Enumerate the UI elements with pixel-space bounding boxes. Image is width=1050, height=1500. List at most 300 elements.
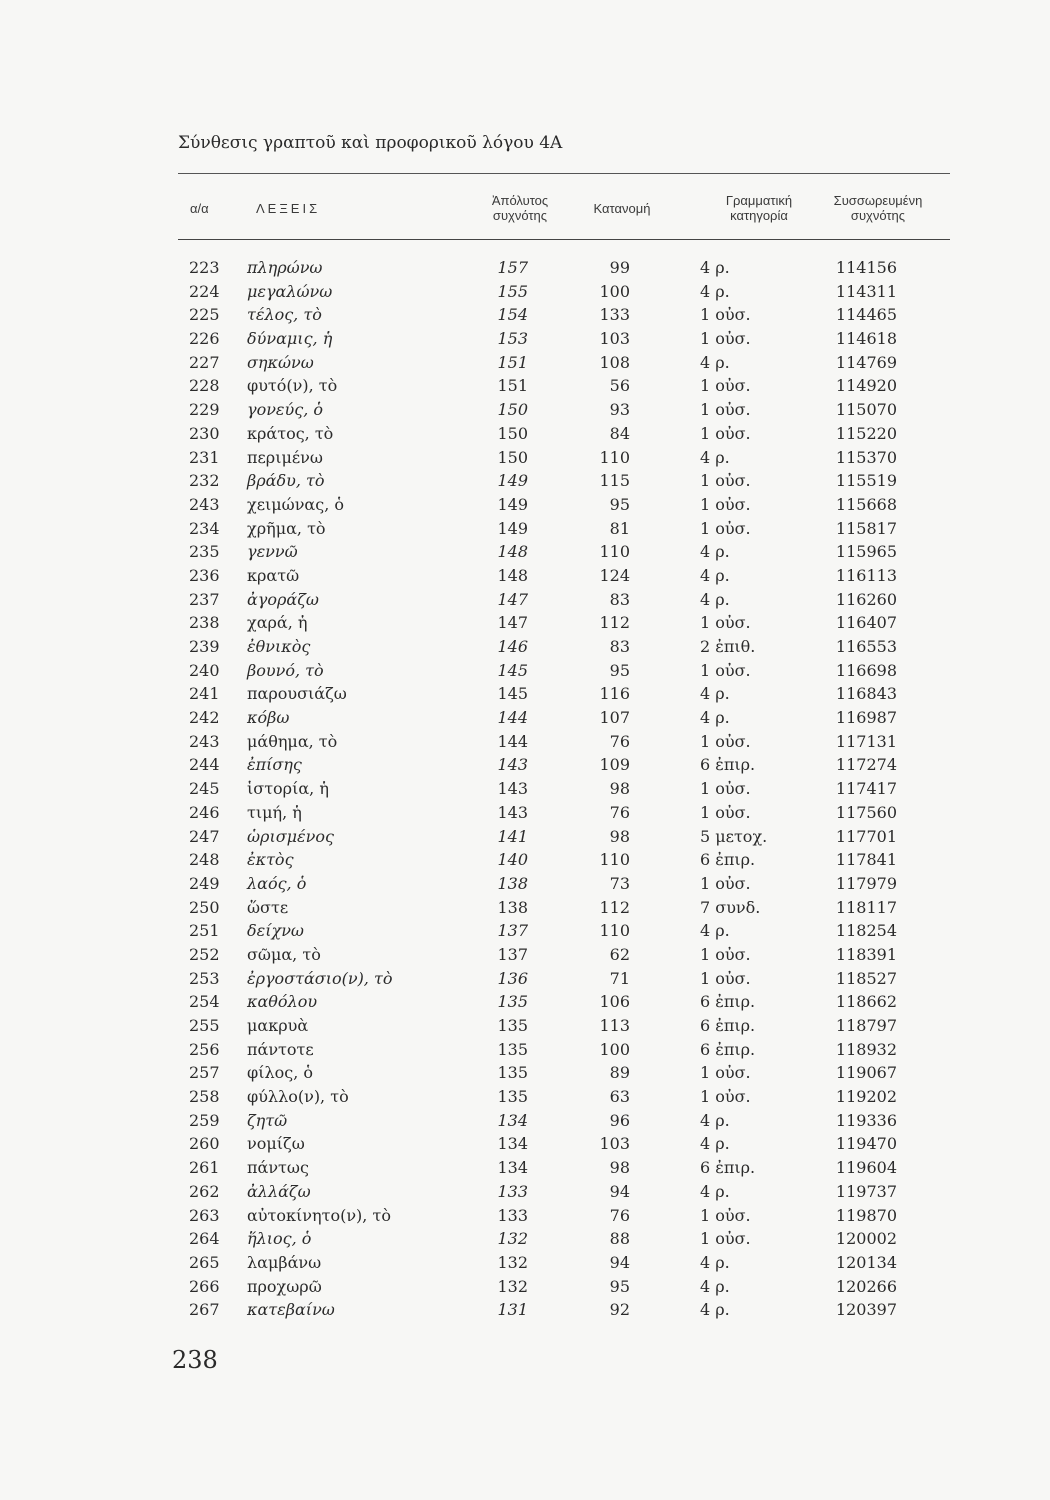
row-word: φύλλο(ν), τὸ [247,1087,349,1107]
table-row [0,1109,1050,1133]
row-absolute-frequency: 136 [497,968,528,988]
row-absolute-frequency: 143 [497,779,528,799]
row-word: ἐργοστάσιο(ν), τὸ [247,968,393,988]
row-category: 6 ἐπιρ. [700,755,756,775]
row-category: 1 οὐσ. [700,518,751,538]
row-word: προχωρῶ [247,1276,322,1296]
row-cumulative: 117701 [835,826,897,846]
row-absolute-frequency: 131 [497,1300,528,1320]
row-rank: 109 [599,755,630,775]
row-rank: 56 [609,376,630,396]
row-cumulative: 114618 [835,329,897,349]
row-word: παρουσιάζω [247,684,347,704]
row-rank: 106 [599,992,630,1012]
row-rank: 83 [609,589,630,609]
row-word: λαμβάνω [247,1252,322,1272]
row-category: 1 οὐσ. [700,731,751,751]
row-number: 235 [189,542,220,562]
row-category: 1 οὐσ. [700,660,751,680]
row-absolute-frequency: 137 [497,944,528,964]
row-category: 1 οὐσ. [700,873,751,893]
row-number: 265 [189,1252,220,1272]
table-body [0,256,1050,1322]
header-rank: Κατανομή [593,200,651,216]
table-row [0,1275,1050,1299]
row-number: 242 [189,708,220,728]
row-rank: 98 [609,779,630,799]
row-number: 238 [189,613,220,633]
row-word: βράδυ, τὸ [247,471,325,491]
row-cumulative: 117979 [835,873,897,893]
row-category: 6 ἐπιρ. [700,1158,756,1178]
row-rank: 94 [609,1252,630,1272]
row-category: 4 ρ. [700,684,730,704]
row-absolute-frequency: 143 [497,755,528,775]
table-row [0,825,1050,849]
row-number: 253 [189,968,220,988]
row-absolute-frequency: 135 [497,1063,528,1083]
row-absolute-frequency: 149 [497,471,528,491]
row-number: 246 [189,802,220,822]
row-rank: 113 [599,1016,630,1035]
row-cumulative: 114156 [835,258,897,277]
table-row [0,872,1050,896]
row-cumulative: 115519 [835,471,897,491]
table-row [0,706,1050,730]
table-row [0,1180,1050,1204]
table-row [0,1085,1050,1109]
row-cumulative: 117417 [835,779,897,799]
row-rank: 115 [599,471,630,491]
row-rank: 81 [609,518,630,538]
row-cumulative: 118117 [835,897,897,917]
row-word: γεννῶ [247,542,298,562]
row-rank: 89 [609,1063,630,1083]
row-word: γονεύς, ὁ [247,400,323,420]
row-rank: 103 [599,329,630,349]
header-aa: α/α [190,200,209,216]
row-category: 1 οὐσ. [700,1063,751,1083]
header-cumulative: Συσσωρευμένη συχνότης [833,193,923,223]
row-category: 4 ρ. [700,1134,730,1154]
row-category: 6 ἐπιρ. [700,850,756,870]
row-word: φυτό(ν), τὸ [247,376,338,396]
row-number: 251 [189,921,220,941]
row-category: 1 οὐσ. [700,1087,751,1107]
row-category: 7 συνδ. [700,897,761,917]
row-number: 250 [189,897,220,917]
row-category: 6 ἐπιρ. [700,1039,756,1059]
row-number: 234 [189,518,220,538]
row-rank: 73 [609,873,630,893]
table-row [0,303,1050,327]
row-cumulative: 115370 [835,447,897,467]
row-absolute-frequency: 134 [497,1158,528,1178]
row-cumulative: 119870 [835,1205,897,1225]
row-absolute-frequency: 149 [497,518,528,538]
table-row [0,777,1050,801]
row-word: φίλος, ὁ [247,1063,314,1083]
row-cumulative: 119067 [835,1063,897,1083]
row-category: 1 οὐσ. [700,613,751,633]
row-category: 1 οὐσ. [700,400,751,420]
table-row [0,801,1050,825]
row-category: 1 οὐσ. [700,1205,751,1225]
row-rank: 76 [609,1205,630,1225]
row-word: πάντως [247,1158,309,1178]
row-rank: 116 [599,684,630,704]
row-number: 227 [189,352,220,372]
row-rank: 95 [609,494,630,514]
row-absolute-frequency: 150 [497,423,528,443]
row-cumulative: 115817 [835,518,897,538]
row-word: περιμένω [247,447,323,467]
row-category: 1 οὐσ. [700,376,751,396]
row-category: 4 ρ. [700,565,730,585]
running-title: Σύνθεσις γραπτοῦ καὶ προφορικοῦ λόγου 4Α [178,133,563,153]
row-absolute-frequency: 145 [497,684,528,704]
table-top-rule [178,173,950,174]
row-absolute-frequency: 153 [497,329,528,349]
row-word: νομίζω [247,1134,305,1154]
row-rank: 62 [609,944,630,964]
row-word: κρατῶ [247,565,300,585]
row-number: 264 [189,1229,220,1249]
row-cumulative: 115220 [835,423,897,443]
row-category: 1 οὐσ. [700,305,751,325]
row-cumulative: 116698 [835,660,897,680]
row-absolute-frequency: 135 [497,1087,528,1107]
row-cumulative: 114465 [835,305,897,325]
row-rank: 76 [609,731,630,751]
row-word: κατεβαίνω [247,1300,335,1320]
row-absolute-frequency: 148 [497,542,528,562]
row-number: 243 [189,731,220,751]
row-absolute-frequency: 154 [497,305,528,325]
row-absolute-frequency: 134 [497,1134,528,1154]
table-row [0,1227,1050,1251]
row-category: 4 ρ. [700,352,730,372]
row-number: 260 [189,1134,220,1154]
row-number: 258 [189,1087,220,1107]
row-rank: 100 [599,281,630,301]
row-word: ὥστε [247,897,289,917]
row-word: μάθημα, τὸ [247,731,338,751]
table-row [0,990,1050,1014]
row-number: 224 [189,281,220,301]
row-rank: 110 [599,447,630,467]
row-number: 267 [189,1300,220,1320]
row-number: 256 [189,1039,220,1059]
table-row [0,446,1050,470]
row-absolute-frequency: 137 [497,921,528,941]
row-absolute-frequency: 133 [497,1181,528,1201]
row-absolute-frequency: 146 [497,637,528,656]
row-word: χρῆμα, τὸ [247,518,326,538]
row-number: 255 [189,1016,220,1035]
table-row [0,919,1050,943]
table-row [0,896,1050,920]
table-row [0,493,1050,517]
row-word: χειμώνας, ὁ [247,494,344,514]
row-absolute-frequency: 150 [497,447,528,467]
table-row [0,1014,1050,1038]
row-cumulative: 115668 [835,494,897,514]
table-row [0,374,1050,398]
row-category: 6 ἐπιρ. [700,992,756,1012]
row-cumulative: 114769 [835,352,897,372]
row-cumulative: 118932 [835,1039,897,1059]
row-word: σῶμα, τὸ [247,944,321,964]
row-absolute-frequency: 151 [497,352,528,372]
row-number: 230 [189,423,220,443]
row-number: 226 [189,329,220,349]
table-row [0,1251,1050,1275]
table-row [0,540,1050,564]
row-number: 249 [189,873,220,893]
row-absolute-frequency: 151 [497,376,528,396]
row-cumulative: 120397 [835,1300,897,1320]
row-cumulative: 119202 [835,1087,897,1107]
row-rank: 110 [599,921,630,941]
row-absolute-frequency: 135 [497,992,528,1012]
row-cumulative: 118662 [835,992,897,1012]
row-absolute-frequency: 132 [497,1276,528,1296]
page-number: 238 [172,1346,218,1374]
table-row [0,967,1050,991]
row-absolute-frequency: 144 [497,731,528,751]
row-number: 223 [189,258,220,277]
table-row [0,588,1050,612]
table-row [0,564,1050,588]
row-word: ἀγοράζω [247,589,319,609]
row-category: 1 οὐσ. [700,471,751,491]
table-row [0,1298,1050,1322]
row-word: τιμή, ἡ [247,802,302,822]
row-category: 4 ρ. [700,281,730,301]
row-rank: 107 [599,708,630,728]
row-absolute-frequency: 140 [497,850,528,870]
row-absolute-frequency: 149 [497,494,528,514]
row-cumulative: 116260 [835,589,897,609]
row-number: 231 [189,447,220,467]
row-category: 4 ρ. [700,1276,730,1296]
row-cumulative: 118391 [835,944,897,964]
row-rank: 76 [609,802,630,822]
row-word: λαός, ὁ [247,873,307,893]
table-row [0,280,1050,304]
row-rank: 84 [609,423,630,443]
row-rank: 95 [609,1276,630,1296]
row-category: 4 ρ. [700,589,730,609]
row-word: κόβω [247,708,290,728]
row-category: 4 ρ. [700,1181,730,1201]
row-category: 1 οὐσ. [700,423,751,443]
row-cumulative: 117274 [835,755,897,775]
row-number: 237 [189,589,220,609]
row-rank: 108 [599,352,630,372]
row-cumulative: 120134 [835,1252,897,1272]
row-number: 228 [189,376,220,396]
row-number: 245 [189,779,220,799]
row-rank: 112 [599,897,630,917]
row-rank: 96 [609,1110,630,1130]
table-row [0,848,1050,872]
row-absolute-frequency: 150 [497,400,528,420]
table-row [0,611,1050,635]
row-category: 4 ρ. [700,1300,730,1320]
table-row [0,943,1050,967]
row-word: πάντοτε [247,1039,314,1059]
row-word: μακρυὰ [247,1016,309,1035]
table-row [0,256,1050,280]
row-number: 229 [189,400,220,420]
row-cumulative: 119336 [835,1110,897,1130]
row-number: 244 [189,755,220,775]
row-rank: 63 [609,1087,630,1107]
row-rank: 98 [609,1158,630,1178]
row-number: 241 [189,684,220,704]
row-word: ἥλιος, ὁ [247,1229,312,1249]
row-cumulative: 117560 [835,802,897,822]
row-word: ἐπίσης [247,755,302,775]
row-cumulative: 119737 [835,1181,897,1201]
row-category: 4 ρ. [700,542,730,562]
row-cumulative: 115965 [835,542,897,562]
table-row [0,730,1050,754]
row-category: 1 οὐσ. [700,968,751,988]
table-row [0,422,1050,446]
row-rank: 93 [609,400,630,420]
row-rank: 88 [609,1229,630,1249]
row-number: 261 [189,1158,220,1178]
row-absolute-frequency: 143 [497,802,528,822]
row-absolute-frequency: 144 [497,708,528,728]
row-word: σηκώνω [247,352,314,372]
row-category: 1 οὐσ. [700,1229,751,1249]
row-word: βουνό, τὸ [247,660,324,680]
row-cumulative: 115070 [835,400,897,420]
row-word: πληρώνω [247,258,323,277]
row-word: ζητῶ [247,1110,288,1130]
row-absolute-frequency: 135 [497,1039,528,1059]
row-cumulative: 116407 [835,613,897,633]
row-cumulative: 117131 [835,731,897,751]
row-word: ὡρισμένος [247,826,334,846]
row-category: 1 οὐσ. [700,802,751,822]
table-row [0,1061,1050,1085]
row-rank: 110 [599,542,630,562]
row-number: 240 [189,660,220,680]
row-category: 4 ρ. [700,447,730,467]
table-row [0,351,1050,375]
row-number: 247 [189,826,220,846]
row-cumulative: 116113 [835,565,897,585]
row-absolute-frequency: 148 [497,565,528,585]
row-category: 1 οὐσ. [700,944,751,964]
row-rank: 95 [609,660,630,680]
table-row [0,517,1050,541]
table-row [0,753,1050,777]
table-row [0,1038,1050,1062]
row-number: 254 [189,992,220,1012]
row-word: καθόλου [247,992,318,1012]
row-word: τέλος, τὸ [247,305,322,325]
table-header-rule [178,239,950,240]
row-category: 1 οὐσ. [700,329,751,349]
row-cumulative: 118527 [835,968,897,988]
row-word: ἐκτὸς [247,850,294,870]
row-rank: 98 [609,826,630,846]
row-number: 239 [189,637,220,656]
table-row [0,469,1050,493]
row-number: 263 [189,1205,220,1225]
row-cumulative: 116843 [835,684,897,704]
row-number: 248 [189,850,220,870]
table-row [0,635,1050,659]
row-absolute-frequency: 138 [497,897,528,917]
row-rank: 83 [609,637,630,656]
row-absolute-frequency: 132 [497,1229,528,1249]
row-word: αὐτοκίνητο(ν), τὸ [247,1205,391,1225]
row-category: 1 οὐσ. [700,779,751,799]
row-absolute-frequency: 138 [497,873,528,893]
row-category: 4 ρ. [700,1110,730,1130]
row-category: 5 μετοχ. [700,826,768,846]
row-word: ἀλλάζω [247,1181,311,1201]
row-category: 4 ρ. [700,1252,730,1272]
row-category: 4 ρ. [700,258,730,277]
row-number: 257 [189,1063,220,1083]
table-row [0,1204,1050,1228]
row-cumulative: 119470 [835,1134,897,1154]
row-number: 266 [189,1276,220,1296]
row-rank: 71 [609,968,630,988]
row-number: 232 [189,471,220,491]
row-category: 2 ἐπιθ. [700,637,756,656]
row-cumulative: 114311 [835,281,897,301]
row-word: μεγαλώνω [247,281,333,301]
row-rank: 92 [609,1300,630,1320]
row-number: 262 [189,1181,220,1201]
table-header [0,183,1050,233]
row-cumulative: 116987 [835,708,897,728]
table-row [0,659,1050,683]
row-number: 243 [189,494,220,514]
row-number: 252 [189,944,220,964]
row-word: ἐθνικὸς [247,637,311,656]
table-row [0,398,1050,422]
row-absolute-frequency: 157 [497,258,528,277]
row-rank: 133 [599,305,630,325]
row-cumulative: 120266 [835,1276,897,1296]
table-row [0,327,1050,351]
row-absolute-frequency: 141 [497,826,528,846]
row-rank: 100 [599,1039,630,1059]
row-rank: 112 [599,613,630,633]
row-category: 6 ἐπιρ. [700,1016,756,1035]
row-category: 1 οὐσ. [700,494,751,514]
row-cumulative: 116553 [835,637,897,656]
row-word: δύναμις, ἡ [247,329,333,349]
row-rank: 110 [599,850,630,870]
row-absolute-frequency: 155 [497,281,528,301]
row-number: 259 [189,1110,220,1130]
row-absolute-frequency: 133 [497,1205,528,1225]
row-absolute-frequency: 135 [497,1016,528,1035]
row-absolute-frequency: 147 [497,589,528,609]
row-cumulative: 118797 [835,1016,897,1035]
